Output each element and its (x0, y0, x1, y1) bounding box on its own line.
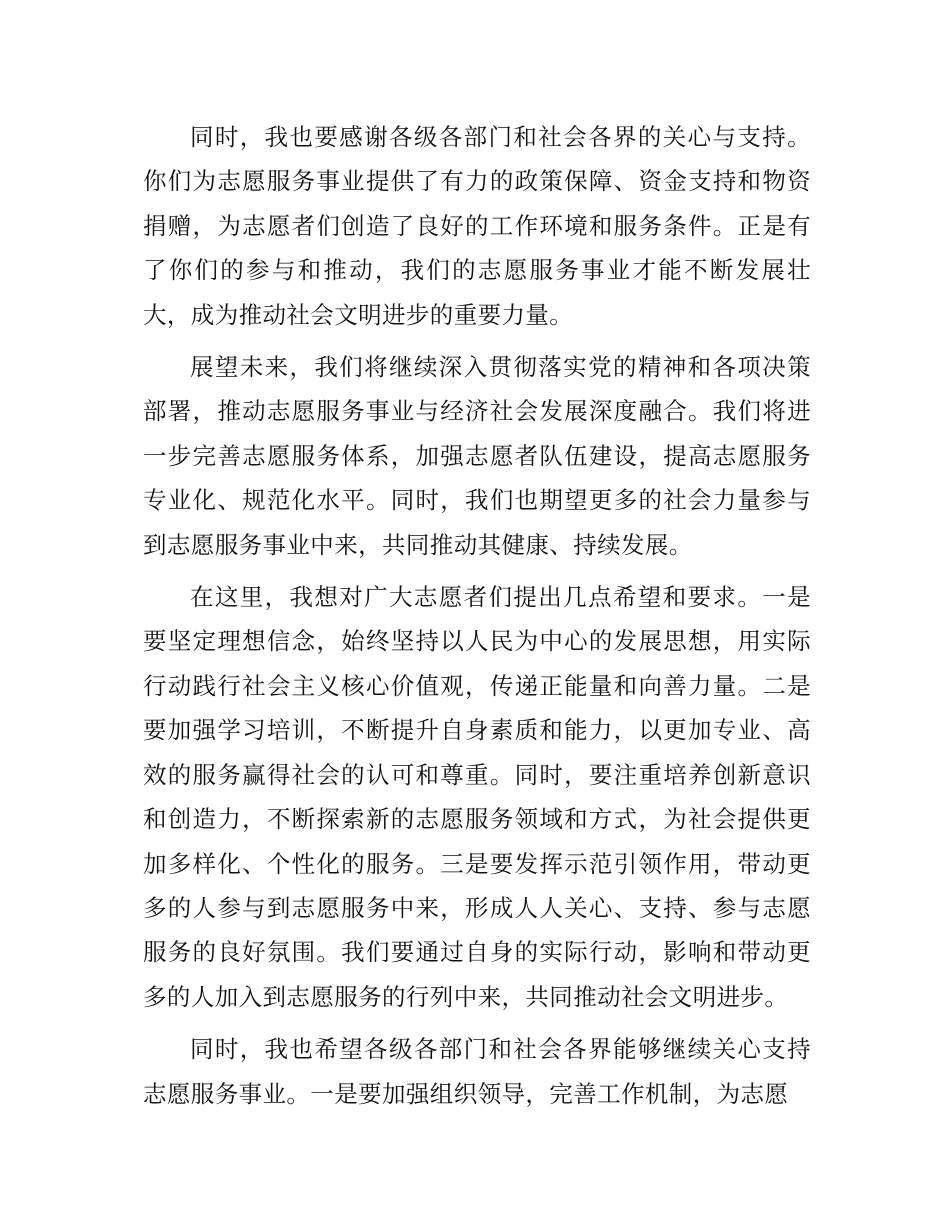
document-body (143, 115, 811, 1124)
paragraph-department-support: 同时，我也希望各级各部门和社会各界能够继续关心支持志愿服务事业。一是要加强组织领导，完善工作机制，为志愿 (143, 1035, 811, 1108)
paragraph-outlook: 展望未来，我们将继续深入贯彻落实党的精神和各项决策部署，推动志愿服务事业与经济社会发展深度融合。我们将进一步完善志愿服务体系，加强志愿者队伍建设，提高志愿服务专业化、规范化水平。同时，我们也期望更多的社会力量参与到志愿服务事业中来，共同推动其健康、持续发展。 (143, 353, 811, 559)
paragraph-thanks: 同时，我也要感谢各级各部门和社会各界的关心与支持。你们为志愿服务事业提供了有力的政策保障、资金支持和物资捐赠，为志愿者们创造了良好的工作环境和服务条件。正是有了你们的参与和推动，我们的志愿服务事业才能不断发展壮大，成为推动社会文明进步的重要力量。 (143, 123, 811, 329)
paragraph-volunteer-expectations: 在这里，我想对广大志愿者们提出几点希望和要求。一是要坚定理想信念，始终坚持以人民为中心的发展思想，用实际行动践行社会主义核心价值观，传递正能量和向善力量。二是要加强学习培训，不断提升自身素质和能力，以更加专业、高效的服务赢得社会的认可和尊重。同时，要注重培养创新意识和创造力，不断探索新的志愿服务领域和方式，为社会提供更加多样化、个性化的服务。三是要发挥示范引领作用，带动更多的人参与到志愿服务中来，形成人人关心、支持、参与志愿服务的良好氛围。我们要通过自身的实际行动，影响和带动更多的人加入到志愿服务的行列中来，共同推动社会文明进步。 (143, 583, 811, 1011)
